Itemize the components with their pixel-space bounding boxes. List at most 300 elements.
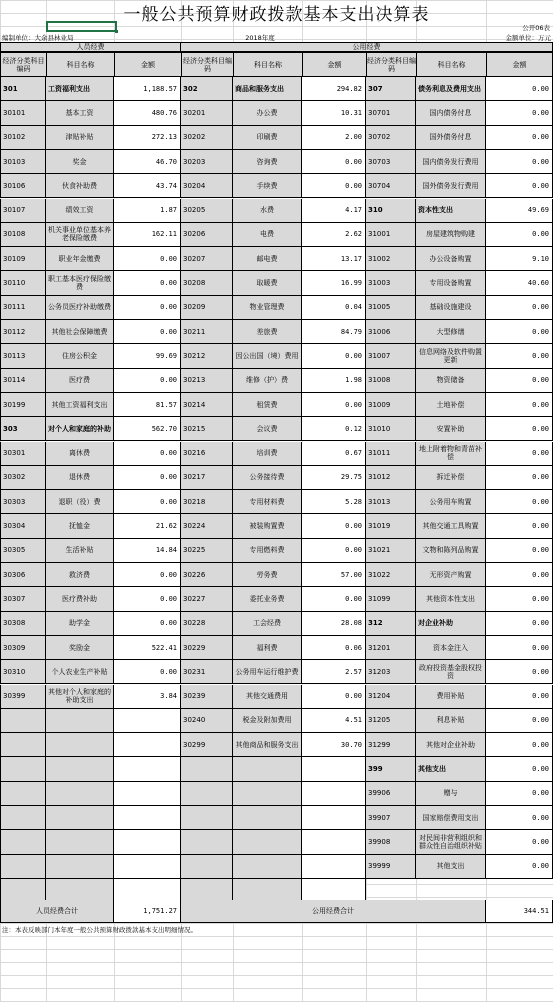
- table-cell-name: 维修（护）费: [233, 369, 302, 393]
- table-cell-amount: 0.00: [302, 150, 366, 174]
- table-cell-name: 助学金: [46, 612, 114, 636]
- table-cell-code: 31204: [366, 685, 416, 709]
- table-cell-code: [0, 782, 46, 806]
- col-header-amount: 金额: [486, 52, 553, 77]
- table-note: 注：本表反映部门本年度一般公共预算财政拨款基本支出明细情况。: [2, 926, 197, 934]
- table-cell-name: 专用设备购置: [416, 271, 486, 295]
- table-cell-amount: 0.00: [486, 757, 553, 781]
- table-cell-code: 31010: [366, 417, 416, 441]
- table-cell-amount: 28.08: [302, 612, 366, 636]
- table-cell-code: 31021: [366, 539, 416, 563]
- table-cell-name: 地上附着物和青苗补偿: [416, 442, 486, 466]
- table-cell-name: [233, 757, 302, 781]
- table-cell-name: 物资储备: [416, 369, 486, 393]
- table-cell-amount: 2.62: [302, 223, 366, 247]
- table-cell-name: 伙食补助费: [46, 174, 114, 198]
- table-cell-name: 公务员医疗补助缴费: [46, 296, 114, 320]
- table-cell-name: 绩效工资: [46, 199, 114, 223]
- personnel-total-amount: 1,751.27: [114, 900, 181, 923]
- public-total-amount: 344.51: [486, 900, 553, 923]
- table-cell-code: 31003: [366, 271, 416, 295]
- table-cell-code: 30306: [0, 563, 46, 587]
- table-cell-name: 其他工资福利支出: [46, 393, 114, 417]
- table-cell-name: 印刷费: [233, 126, 302, 150]
- table-cell-name: 其他资本性支出: [416, 587, 486, 611]
- table-cell-amount: 0.00: [114, 563, 181, 587]
- table-cell-name: 公务接待费: [233, 466, 302, 490]
- col-header-code: 经济分类科目编码: [181, 52, 234, 77]
- table-cell-amount: 5.28: [302, 490, 366, 514]
- table-cell-code: 31022: [366, 563, 416, 587]
- table-cell-name: 对企业补助: [416, 612, 486, 636]
- table-cell-name: 债务利息及费用支出: [416, 77, 486, 101]
- table-cell-code: 30302: [0, 466, 46, 490]
- table-cell-code: 30240: [181, 709, 233, 733]
- table-cell-amount: 0.00: [486, 77, 553, 101]
- table-cell-code: 31002: [366, 247, 416, 271]
- table-cell-amount: 0.00: [486, 369, 553, 393]
- table-cell-name: 税金及附加费用: [233, 709, 302, 733]
- table-cell-name: 医疗费: [46, 369, 114, 393]
- table-cell-name: 职业年金缴费: [46, 247, 114, 271]
- table-cell-name: 办公费: [233, 101, 302, 125]
- table-cell-amount: 0.00: [486, 344, 553, 368]
- gridline-horizontal: [0, 923, 553, 924]
- table-cell-amount: 0.00: [486, 417, 553, 441]
- table-cell-name: 资本金注入: [416, 636, 486, 660]
- table-cell-name: 抚恤金: [46, 514, 114, 538]
- table-cell-code: 30224: [181, 514, 233, 538]
- table-cell-amount: [114, 782, 181, 806]
- table-cell-amount: [114, 806, 181, 830]
- table-cell-name: 国家赔偿费用支出: [416, 806, 486, 830]
- table-cell-amount: 0.00: [486, 806, 553, 830]
- table-cell-code: [181, 855, 233, 879]
- table-cell-amount: 0.00: [114, 612, 181, 636]
- table-cell-code: 30218: [181, 490, 233, 514]
- table-cell-name: 奖励金: [46, 636, 114, 660]
- table-cell-name: 其他社会保障缴费: [46, 320, 114, 344]
- table-cell-name: 医疗费补助: [46, 587, 114, 611]
- table-cell-amount: [114, 757, 181, 781]
- personnel-total-label: 人员经费合计: [0, 900, 114, 923]
- table-cell-code: 30199: [0, 393, 46, 417]
- table-cell-code: 31006: [366, 320, 416, 344]
- table-cell-name: 其他商品和服务支出: [233, 733, 302, 757]
- table-cell-name: [46, 733, 114, 757]
- table-cell-name: 基础设施建设: [416, 296, 486, 320]
- table-cell-amount: 1.87: [114, 199, 181, 223]
- table-cell-name: [46, 782, 114, 806]
- col-header-name: 科目名称: [416, 52, 487, 77]
- table-cell-name: 其他对企业补助: [416, 733, 486, 757]
- table-cell-code: 31019: [366, 514, 416, 538]
- table-cell-code: 31001: [366, 223, 416, 247]
- table-cell-name: 水费: [233, 199, 302, 223]
- table-cell-code: 310: [366, 199, 416, 223]
- table-cell-name: 无形资产购置: [416, 563, 486, 587]
- table-cell-code: 30703: [366, 150, 416, 174]
- table-cell-code: 30299: [181, 733, 233, 757]
- public-total-label: 公用经费合计: [181, 900, 486, 923]
- table-cell-code: 30207: [181, 247, 233, 271]
- table-cell-name: 取暖费: [233, 271, 302, 295]
- table-cell-amount: 0.00: [114, 490, 181, 514]
- table-cell-amount: 0.00: [114, 587, 181, 611]
- table-cell-code: 30215: [181, 417, 233, 441]
- table-cell-amount: 30.70: [302, 733, 366, 757]
- table-cell-code: 30211: [181, 320, 233, 344]
- table-cell-amount: [302, 782, 366, 806]
- table-cell-name: [46, 855, 114, 879]
- table-cell-name: 基本工资: [46, 101, 114, 125]
- table-cell-code: 30205: [181, 199, 233, 223]
- table-cell-amount: 0.00: [486, 636, 553, 660]
- table-cell-name: 咨询费: [233, 150, 302, 174]
- table-cell-amount: 480.76: [114, 101, 181, 125]
- table-cell-code: 303: [0, 417, 46, 441]
- table-cell-code: 31299: [366, 733, 416, 757]
- table-cell-code: 30229: [181, 636, 233, 660]
- table-cell-code: [181, 830, 233, 854]
- form-number: 公开06表: [522, 24, 550, 32]
- table-cell-amount: 16.99: [302, 271, 366, 295]
- col-header-name: 科目名称: [233, 52, 303, 77]
- table-cell-code: 302: [181, 77, 233, 101]
- table-title: 一般公共预算财政拨款基本支出决算表: [123, 5, 430, 25]
- table-cell-code: 30201: [181, 101, 233, 125]
- table-cell-name: 差旅费: [233, 320, 302, 344]
- col-header-amount: 金额: [302, 52, 367, 77]
- table-cell-amount: 0.00: [486, 612, 553, 636]
- table-cell-name: 被装购置费: [233, 514, 302, 538]
- table-cell-amount: 0.00: [486, 733, 553, 757]
- table-cell-amount: [114, 855, 181, 879]
- table-cell-amount: 0.00: [486, 174, 553, 198]
- table-cell-name: 其他交通费用: [233, 685, 302, 709]
- table-cell-amount: 0.67: [302, 442, 366, 466]
- table-cell-name: 利息补贴: [416, 709, 486, 733]
- table-cell-code: 30113: [0, 344, 46, 368]
- table-cell-name: 工资福利支出: [46, 77, 114, 101]
- table-cell-code: 30310: [0, 660, 46, 684]
- table-cell-amount: 272.13: [114, 126, 181, 150]
- col-header-name: 科目名称: [46, 52, 115, 77]
- table-cell-amount: 0.00: [114, 660, 181, 684]
- table-cell-code: 30231: [181, 660, 233, 684]
- amount-unit-label: 金额单位：万元: [505, 34, 551, 42]
- table-cell-name: [233, 830, 302, 854]
- table-cell-name: 劳务费: [233, 563, 302, 587]
- table-cell-code: 30226: [181, 563, 233, 587]
- table-cell-name: 大型修缮: [416, 320, 486, 344]
- table-cell-name: 国外债务付息: [416, 126, 486, 150]
- table-cell-name: 邮电费: [233, 247, 302, 271]
- unit-label: 编制单位：大余县林业局: [2, 34, 74, 42]
- table-cell-name: 电费: [233, 223, 302, 247]
- table-cell-name: 会议费: [233, 417, 302, 441]
- table-cell-code: 30109: [0, 247, 46, 271]
- table-cell-amount: 0.00: [486, 466, 553, 490]
- table-cell-code: 312: [366, 612, 416, 636]
- table-cell-name: 奖金: [46, 150, 114, 174]
- table-cell-amount: 13.17: [302, 247, 366, 271]
- table-cell-code: 30399: [0, 685, 46, 709]
- table-cell-code: 399: [366, 757, 416, 781]
- col-header-amount: 金额: [114, 52, 182, 77]
- table-cell-amount: 294.82: [302, 77, 366, 101]
- table-cell-name: 拆迁补偿: [416, 466, 486, 490]
- table-cell-amount: 0.00: [486, 539, 553, 563]
- table-cell-code: 30225: [181, 539, 233, 563]
- table-cell-name: 津贴补贴: [46, 126, 114, 150]
- table-cell-code: 31012: [366, 466, 416, 490]
- table-cell-amount: 0.06: [302, 636, 366, 660]
- table-cell-amount: 0.00: [486, 126, 553, 150]
- table-cell-code: 39907: [366, 806, 416, 830]
- gridline-horizontal: [0, 962, 553, 963]
- table-cell-amount: 0.00: [302, 174, 366, 198]
- table-cell-code: 31007: [366, 344, 416, 368]
- table-cell-code: 30108: [0, 223, 46, 247]
- table-cell-code: 30112: [0, 320, 46, 344]
- table-cell-name: [233, 782, 302, 806]
- table-cell-name: 国内债务付息: [416, 101, 486, 125]
- table-cell-code: 30208: [181, 271, 233, 295]
- table-cell-code: 31008: [366, 369, 416, 393]
- group-header-public: 公用经费: [180, 42, 553, 52]
- gridline-horizontal: [0, 936, 553, 937]
- table-cell-amount: 0.00: [302, 539, 366, 563]
- table-cell-amount: [302, 806, 366, 830]
- table-cell-code: 31009: [366, 393, 416, 417]
- table-cell-amount: 0.00: [114, 442, 181, 466]
- group-header-personnel: 人员经费: [0, 42, 181, 52]
- table-cell-amount: 0.00: [114, 369, 181, 393]
- table-cell-amount: 0.00: [114, 320, 181, 344]
- table-cell-code: 30239: [181, 685, 233, 709]
- table-cell-name: 专用材料费: [233, 490, 302, 514]
- table-cell-code: 30214: [181, 393, 233, 417]
- table-cell-amount: 0.00: [486, 442, 553, 466]
- table-cell-code: 307: [366, 77, 416, 101]
- table-cell-amount: 10.31: [302, 101, 366, 125]
- table-cell-name: 其他支出: [416, 757, 486, 781]
- table-cell-amount: 522.41: [114, 636, 181, 660]
- table-cell-name: 生活补贴: [46, 539, 114, 563]
- table-cell-code: 31011: [366, 442, 416, 466]
- table-cell-name: 培训费: [233, 442, 302, 466]
- table-cell-amount: 0.00: [486, 587, 553, 611]
- table-cell-code: 30106: [0, 174, 46, 198]
- table-cell-name: 土地补偿: [416, 393, 486, 417]
- table-cell-code: 31201: [366, 636, 416, 660]
- table-cell-code: [0, 733, 46, 757]
- table-cell-amount: 0.00: [486, 660, 553, 684]
- table-cell-name: 救济费: [46, 563, 114, 587]
- table-cell-amount: 0.00: [302, 393, 366, 417]
- table-cell-code: 30102: [0, 126, 46, 150]
- table-cell-name: 住房公积金: [46, 344, 114, 368]
- table-cell-name: 退休费: [46, 466, 114, 490]
- table-cell-amount: 0.00: [302, 587, 366, 611]
- table-cell-amount: 0.00: [114, 271, 181, 295]
- table-cell-amount: [114, 709, 181, 733]
- table-cell-amount: 14.84: [114, 539, 181, 563]
- table-cell-code: 301: [0, 77, 46, 101]
- table-cell-code: 30204: [181, 174, 233, 198]
- table-cell-code: 30702: [366, 126, 416, 150]
- table-cell-name: 其他支出: [416, 855, 486, 879]
- table-cell-code: [0, 709, 46, 733]
- table-cell-code: 30217: [181, 466, 233, 490]
- table-cell-name: 赠与: [416, 782, 486, 806]
- table-cell-code: 30308: [0, 612, 46, 636]
- table-cell-code: 31205: [366, 709, 416, 733]
- table-cell-name: 信息网络及软件购置更新: [416, 344, 486, 368]
- table-cell-amount: [114, 830, 181, 854]
- table-cell-code: 30304: [0, 514, 46, 538]
- table-cell-name: 个人农业生产补贴: [46, 660, 114, 684]
- table-cell-name: 对个人和家庭的补助: [46, 417, 114, 441]
- table-cell-name: 职工基本医疗保险缴费: [46, 271, 114, 295]
- table-cell-code: 31005: [366, 296, 416, 320]
- table-cell-code: [0, 830, 46, 854]
- table-cell-amount: 0.00: [486, 709, 553, 733]
- table-cell-name: 专用燃料费: [233, 539, 302, 563]
- gridline-horizontal: [0, 988, 553, 989]
- table-cell-name: [46, 709, 114, 733]
- table-cell-code: 30305: [0, 539, 46, 563]
- table-cell-amount: 43.74: [114, 174, 181, 198]
- table-cell-amount: 0.00: [486, 223, 553, 247]
- table-cell-name: 办公设备购置: [416, 247, 486, 271]
- table-cell-amount: 0.00: [486, 782, 553, 806]
- table-cell-name: 其他对个人和家庭的补助支出: [46, 685, 114, 709]
- table-cell-amount: 162.11: [114, 223, 181, 247]
- table-cell-code: 30301: [0, 442, 46, 466]
- table-cell-amount: 0.00: [486, 514, 553, 538]
- table-cell-code: 30309: [0, 636, 46, 660]
- table-cell-amount: [302, 855, 366, 879]
- table-cell-amount: 0.00: [486, 150, 553, 174]
- year-label: 2018年度: [245, 34, 275, 42]
- table-cell-name: 政府投资基金股权投资: [416, 660, 486, 684]
- table-cell-code: [181, 757, 233, 781]
- selection-fill-handle[interactable]: [115, 30, 118, 33]
- table-cell-code: 31099: [366, 587, 416, 611]
- table-cell-amount: 81.57: [114, 393, 181, 417]
- table-cell-amount: 9.10: [486, 247, 553, 271]
- table-cell-name: [46, 806, 114, 830]
- table-cell-amount: 0.00: [486, 685, 553, 709]
- table-cell-amount: 0.00: [114, 296, 181, 320]
- table-cell-amount: 0.00: [486, 855, 553, 879]
- table-cell-amount: 4.51: [302, 709, 366, 733]
- table-cell-amount: 46.70: [114, 150, 181, 174]
- table-cell-amount: 0.00: [302, 514, 366, 538]
- table-cell-code: 30307: [0, 587, 46, 611]
- table-cell-name: [233, 855, 302, 879]
- table-cell-name: 国内债务发行费用: [416, 150, 486, 174]
- table-cell-amount: 2.57: [302, 660, 366, 684]
- table-cell-amount: 2.00: [302, 126, 366, 150]
- table-cell-code: 30101: [0, 101, 46, 125]
- table-cell-code: 31013: [366, 490, 416, 514]
- table-cell-code: [0, 757, 46, 781]
- table-cell-code: 30228: [181, 612, 233, 636]
- table-cell-amount: [114, 733, 181, 757]
- table-cell-code: 30107: [0, 199, 46, 223]
- table-cell-code: 30213: [181, 369, 233, 393]
- table-cell-code: 30209: [181, 296, 233, 320]
- table-cell-amount: 0.00: [114, 466, 181, 490]
- table-cell-code: [181, 806, 233, 830]
- table-cell-code: 30704: [366, 174, 416, 198]
- table-cell-name: 对民间非营利组织和群众性自治组织补贴: [416, 830, 486, 854]
- table-cell-name: 福利费: [233, 636, 302, 660]
- table-cell-name: 退职（役）费: [46, 490, 114, 514]
- table-cell-code: 30227: [181, 587, 233, 611]
- table-cell-amount: 0.00: [486, 296, 553, 320]
- table-cell-name: 国外债务发行费用: [416, 174, 486, 198]
- table-cell-amount: 49.69: [486, 199, 553, 223]
- table-cell-name: 离休费: [46, 442, 114, 466]
- table-cell-name: 手续费: [233, 174, 302, 198]
- table-cell-amount: 0.00: [486, 490, 553, 514]
- table-cell-amount: 57.00: [302, 563, 366, 587]
- table-cell-amount: 1,188.57: [114, 77, 181, 101]
- table-cell-name: 因公出国（境）费用: [233, 344, 302, 368]
- table-cell-code: 30202: [181, 126, 233, 150]
- table-cell-amount: 0.04: [302, 296, 366, 320]
- table-cell-code: 30111: [0, 296, 46, 320]
- table-cell-name: 资本性支出: [416, 199, 486, 223]
- table-cell-name: 其他交通工具购置: [416, 514, 486, 538]
- table-cell-amount: 0.00: [114, 247, 181, 271]
- table-cell-code: 30206: [181, 223, 233, 247]
- table-cell-code: 39906: [366, 782, 416, 806]
- table-cell-name: 公务用车运行维护费: [233, 660, 302, 684]
- table-cell-code: 30216: [181, 442, 233, 466]
- table-cell-amount: 4.17: [302, 199, 366, 223]
- table-cell-code: 30303: [0, 490, 46, 514]
- table-cell-code: 30212: [181, 344, 233, 368]
- table-cell-name: 费用补贴: [416, 685, 486, 709]
- table-cell-name: [46, 830, 114, 854]
- table-cell-code: 39908: [366, 830, 416, 854]
- col-header-code: 经济分类科目编码: [366, 52, 417, 77]
- table-cell-name: 物业管理费: [233, 296, 302, 320]
- table-cell-code: 30114: [0, 369, 46, 393]
- table-cell-name: 机关事业单位基本养老保险缴费: [46, 223, 114, 247]
- table-cell-amount: 0.00: [486, 563, 553, 587]
- table-cell-amount: 99.69: [114, 344, 181, 368]
- table-cell-name: [46, 757, 114, 781]
- table-cell-amount: 21.62: [114, 514, 181, 538]
- table-cell-code: [0, 806, 46, 830]
- gridline-horizontal: [0, 949, 553, 950]
- table-cell-amount: 29.75: [302, 466, 366, 490]
- table-cell-name: 委托业务费: [233, 587, 302, 611]
- table-cell-amount: [302, 830, 366, 854]
- table-cell-amount: [302, 757, 366, 781]
- table-cell-code: 39999: [366, 855, 416, 879]
- table-cell-name: 商品和服务支出: [233, 77, 302, 101]
- table-cell-code: [0, 855, 46, 879]
- active-cell-selection[interactable]: [46, 21, 117, 32]
- gridline-horizontal: [0, 975, 553, 976]
